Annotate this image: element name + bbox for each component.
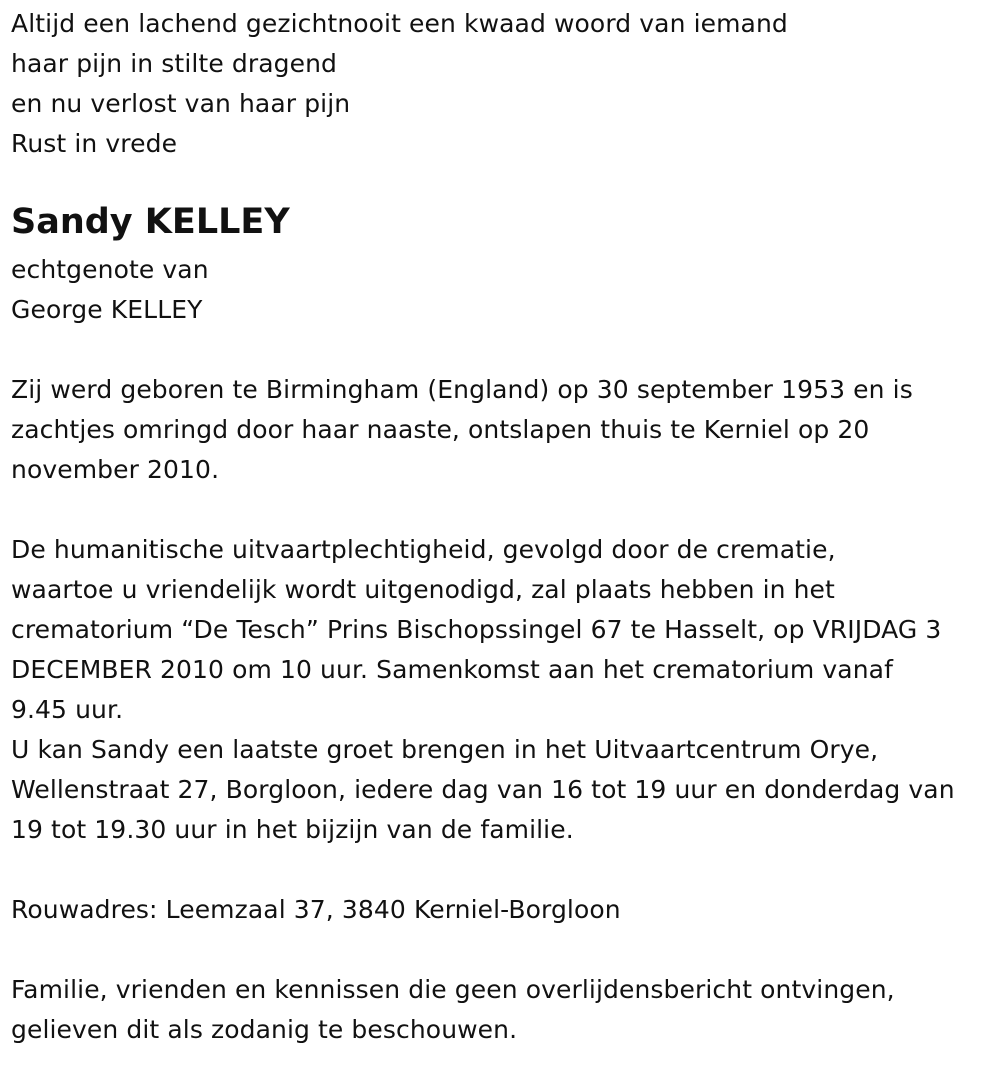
- paragraph-line: Familie, vrienden en kennissen die geen overlijdensbericht ontvingen,: [11, 975, 895, 1004]
- paragraph-line: zachtjes omringd door haar naaste, ontslapen thuis te Kerniel op 20: [11, 415, 870, 444]
- spouse-name: George KELLEY: [11, 295, 203, 324]
- paragraph-line: 19 tot 19.30 uur in het bijzijn van de familie.: [11, 815, 574, 844]
- paragraph-line: waartoe u vriendelijk wordt uitgenodigd, zal plaats hebben in het: [11, 575, 835, 604]
- mourning-address: [11, 890, 996, 930]
- address-line: Rouwadres: Leemzaal 37, 3840 Kerniel-Borgloon: [11, 895, 621, 924]
- paragraph-line: U kan Sandy een laatste groet brengen in het Uitvaartcentrum Orye,: [11, 735, 879, 764]
- spacer: [11, 850, 996, 890]
- obituary-notice: [11, 4, 996, 1050]
- spacer: [11, 490, 996, 530]
- paragraph-line: 9.45 uur.: [11, 695, 124, 724]
- poem-line: Rust in vrede: [11, 129, 178, 158]
- spacer: [11, 930, 996, 970]
- poem-line: Altijd een lachend gezichtnooit een kwaad woord van iemand: [11, 9, 788, 38]
- paragraph-line: Wellenstraat 27, Borgloon, iedere dag van 16 tot 19 uur en donderdag van: [11, 775, 955, 804]
- paragraph-line: crematorium “De Tesch” Prins Bischopssingel 67 te Hasselt, op VRIJDAG 3: [11, 615, 942, 644]
- poem-line: haar pijn in stilte dragend: [11, 49, 337, 78]
- poem-line: en nu verlost van haar pijn: [11, 89, 351, 118]
- ceremony-paragraph: [11, 530, 996, 850]
- closing-paragraph: [11, 970, 996, 1050]
- deceased-name: Sandy KELLEY: [11, 202, 290, 242]
- paragraph-line: november 2010.: [11, 455, 220, 484]
- birth-death-paragraph: [11, 370, 996, 490]
- spacer: [11, 330, 996, 370]
- paragraph-line: gelieven dit als zodanig te beschouwen.: [11, 1015, 518, 1044]
- deceased-block: [11, 202, 996, 330]
- relation-text: echtgenote van: [11, 255, 209, 284]
- poem: [11, 4, 996, 164]
- paragraph-line: Zij werd geboren te Birmingham (England) op 30 september 1953 en is: [11, 375, 913, 404]
- paragraph-line: DECEMBER 2010 om 10 uur. Samenkomst aan het crematorium vanaf: [11, 655, 893, 684]
- paragraph-line: De humanitische uitvaartplechtigheid, gevolgd door de crematie,: [11, 535, 836, 564]
